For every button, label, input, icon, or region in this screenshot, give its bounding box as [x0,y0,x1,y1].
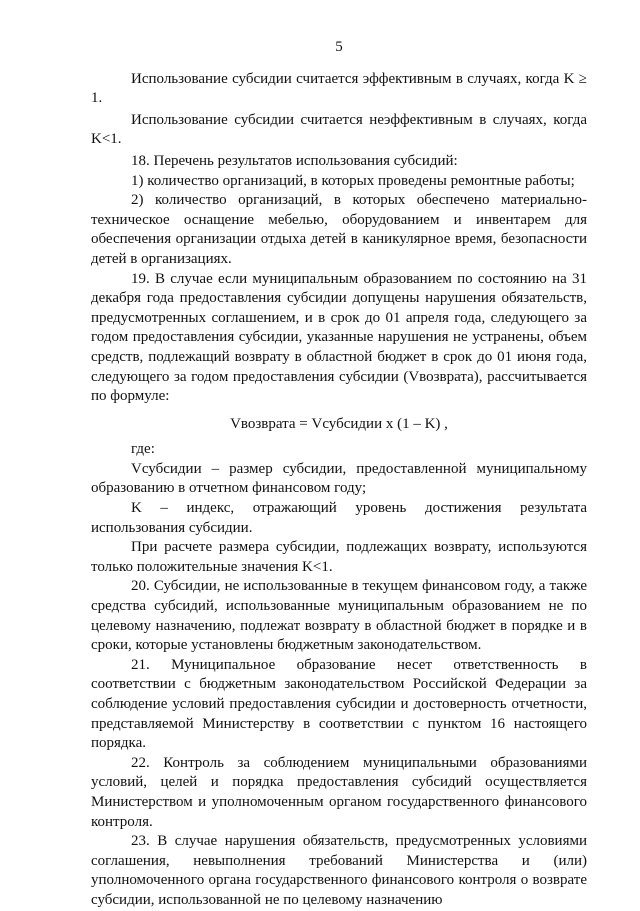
paragraph-20: 20. Субсидии, не использованные в текущем финансовом году, а также средства субсидий, использованные муниципальным образованием не по целевому назначению, подлежат возврату в областной бюджет в порядке и в сроки, которые установлены бюджетным законодательством. [91,578,587,654]
paragraph-22: 22. Контроль за соблюдением муниципальными образованиями условий, целей и порядка предоставления субсидий осуществляется Министерством и уполномоченным органом государственного финансового контроля. [91,754,587,830]
page-number: 5 [335,39,343,55]
paragraph-21: 21. Муниципальное образование несет ответственность в соответствии с бюджетным законодательством Российской Федерации за соблюдение условий предоставления субсидии и достоверность отчетности, представляемой Министерству в соответствии с пунктом 16 настоящего порядка. [91,656,587,752]
definition-k-index: K – индекс, отражающий уровень достижения результата использования субсидии. [91,500,587,536]
paragraph-19: 19. В случае если муниципальным образованием по состоянию на 31 декабря года предоставления субсидии допущены нарушения обязательств, предусмотренных соглашением, и в срок до 01 апреля года, следующего за годом предоставления субсидии, указанные нарушения не устранены, объем средств, подлежащий возврату в областной бюджет в срок до 01 июня года, следующего за годом предоставления субсидии (Vвозврата), рассчитывается по формуле: [91,270,587,405]
paragraph-18-item-2: 2) количество организаций, в которых обеспечено материально-техническое оснащение мебелью, оборудованием и инвентарем для обеспечения организации отдыха детей в каникулярное время, безопасности детей в организациях. [91,192,587,267]
paragraph-18-heading: 18. Перечень результатов использования субсидий: [131,152,458,169]
paragraph-positive-values: При расчете размера субсидии, подлежащих возврату, используются только положительные значения K<1. [91,539,587,575]
paragraph-23: 23. В случае нарушения обязательств, предусмотренных условиями соглашения, невыполнения требований Министерства и (или) уполномоченного органа государственного финансового контроля о возврате субсидии, использованной не по целевому назначению [91,833,587,908]
paragraph-where: где: [131,441,155,458]
return-formula: Vвозврата = Vсубсидии x (1 – K) , [230,415,448,432]
paragraph-ineffective: Использование субсидии считается неэффективным в случаях, когда K<1. [91,111,587,148]
definition-v-subsidy: Vсубсидии – размер субсидии, предоставленной муниципальному образованию в отчетном финансовом году; [91,460,587,497]
paragraph-18-item-1: 1) количество организаций, в которых проведены ремонтные работы; [131,172,575,189]
paragraph-effective: Использование субсидии считается эффективным в случаях, когда K ≥ 1. [91,70,587,107]
